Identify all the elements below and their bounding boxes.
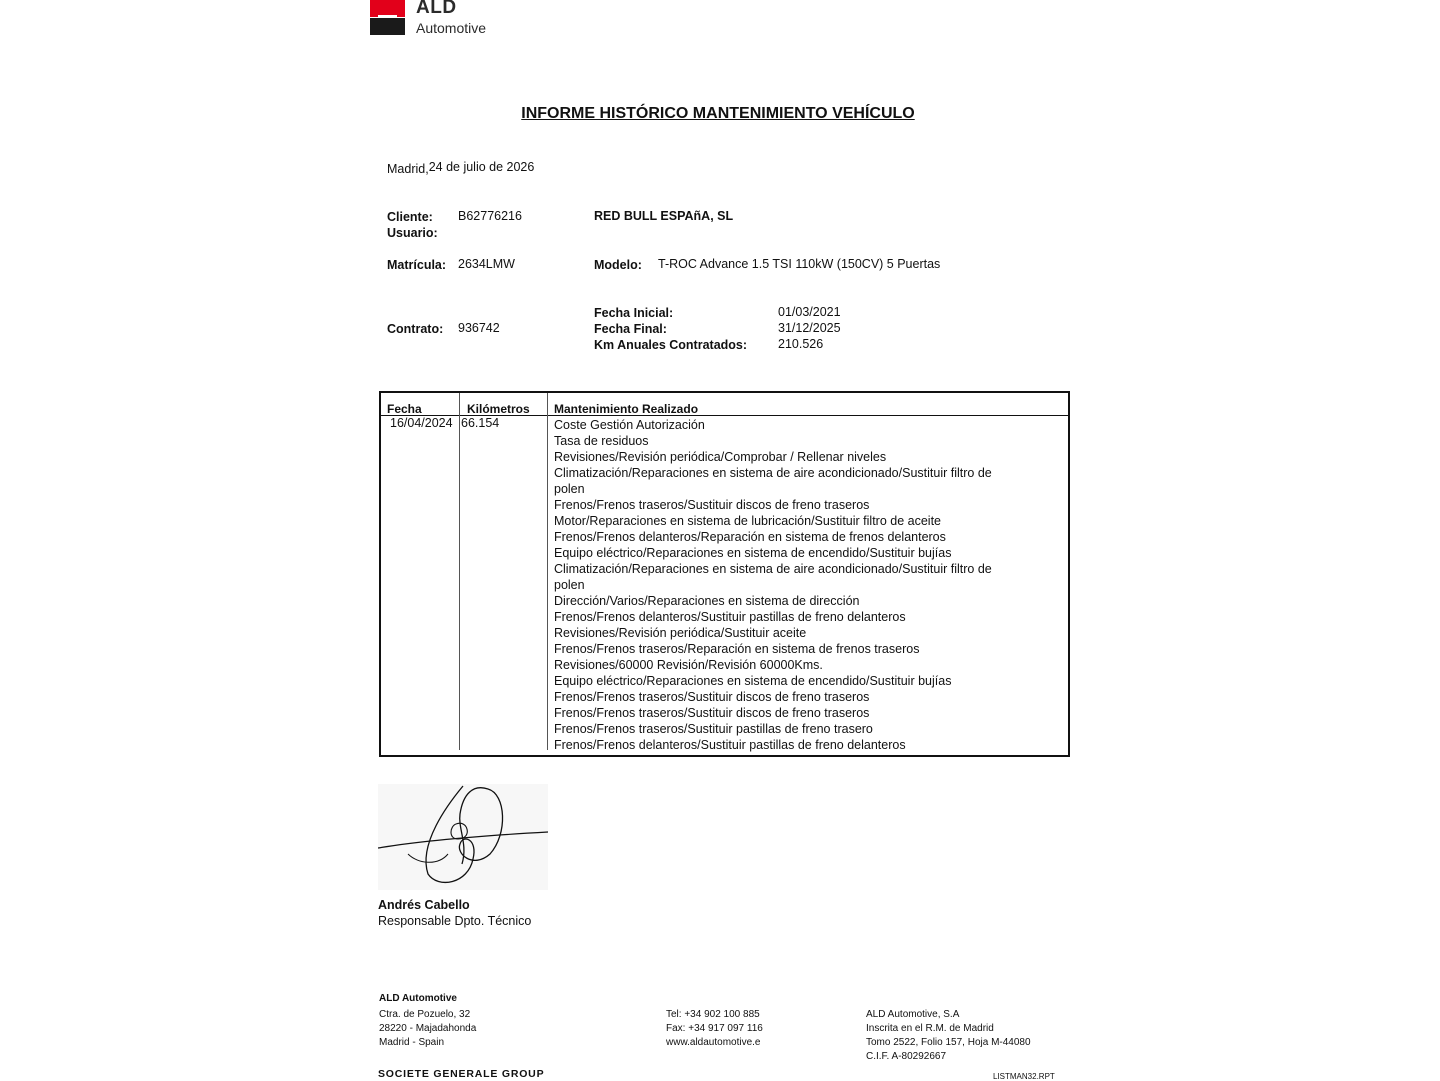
footer-contact xyxy=(666,1008,763,1050)
maintenance-item: Coste Gestión Autorización xyxy=(554,418,705,432)
footer-legal xyxy=(866,1008,1031,1064)
end-date-value: 31/12/2025 xyxy=(778,321,841,335)
footer-website: www.aldautomotive.e xyxy=(666,1037,761,1048)
user-label: Usuario: xyxy=(387,226,438,240)
footer-phone: Tel: +34 902 100 885 xyxy=(666,1009,760,1020)
client-name: RED BULL ESPAñA, SL xyxy=(594,209,734,223)
model-label: Modelo: xyxy=(594,258,642,272)
footer-address-line: Ctra. de Pozuelo, 32 xyxy=(379,1009,471,1020)
client-label: Cliente: xyxy=(387,210,433,224)
footer-fax: Fax: +34 917 097 116 xyxy=(666,1023,763,1034)
header-fecha: Fecha xyxy=(387,402,422,416)
signatory-name: Andrés Cabello xyxy=(378,898,470,912)
table-column-divider xyxy=(547,393,548,750)
row-km: 66.154 xyxy=(461,416,500,430)
maintenance-table xyxy=(379,391,1070,757)
date-line xyxy=(387,162,534,176)
maintenance-item: Dirección/Varios/Reparaciones en sistema de dirección xyxy=(554,594,860,608)
report-title: INFORME HISTÓRICO MANTENIMIENTO VEHÍCULO xyxy=(521,105,915,122)
maintenance-item: Frenos/Frenos traseros/Sustituir discos de freno traseros xyxy=(554,690,870,704)
date-city: Madrid, xyxy=(387,162,429,176)
maintenance-item: Climatización/Reparaciones en sistema de aire acondicionado/Sustituir filtro de xyxy=(554,562,992,576)
footer-address-line: 28220 - Majadahonda xyxy=(379,1023,477,1034)
footer-legal-line: Tomo 2522, Folio 157, Hoja M-44080 xyxy=(866,1037,1031,1048)
maintenance-item: Equipo eléctrico/Reparaciones en sistema de encendido/Sustituir bujías xyxy=(554,546,952,560)
maintenance-item: Frenos/Frenos traseros/Sustituir discos de freno traseros xyxy=(554,498,870,512)
maintenance-item: Revisiones/Revisión periódica/Comprobar / Rellenar niveles xyxy=(554,450,887,464)
footer-address xyxy=(379,1008,476,1050)
logo-brand-sub: Automotive xyxy=(416,20,487,36)
client-id: B62776216 xyxy=(458,209,522,223)
report-code: LISTMAN32.RPT xyxy=(993,1072,1055,1081)
row-fecha: 16/04/2024 xyxy=(390,416,453,430)
header-mantenimiento: Mantenimiento Realizado xyxy=(554,402,699,416)
start-date-value: 01/03/2021 xyxy=(778,305,841,319)
table-column-divider xyxy=(459,393,460,750)
footer-company: ALD Automotive xyxy=(379,993,457,1004)
date-value: 24 de julio de 2026 xyxy=(428,160,535,174)
maintenance-item: Frenos/Frenos delanteros/Sustituir pastillas de freno delanteros xyxy=(554,610,906,624)
maintenance-list xyxy=(554,417,994,753)
maintenance-item: Tasa de residuos xyxy=(554,434,649,448)
maintenance-item: polen xyxy=(554,482,585,496)
footer-legal-line: C.I.F. A-80292667 xyxy=(866,1051,947,1062)
contract-number: 936742 xyxy=(458,321,500,335)
maintenance-item: Equipo eléctrico/Reparaciones en sistema de encendido/Sustituir bujías xyxy=(554,674,952,688)
maintenance-item: Frenos/Frenos traseros/Sustituir discos de freno traseros xyxy=(554,706,870,720)
footer-legal-line: ALD Automotive, S.A xyxy=(866,1009,960,1020)
maintenance-item: Frenos/Frenos delanteros/Reparación en sistema de frenos delanteros xyxy=(554,530,946,544)
maintenance-item: Frenos/Frenos delanteros/Sustituir pastillas de freno delanteros xyxy=(554,738,906,752)
plate-value: 2634LMW xyxy=(458,257,515,271)
maintenance-item: Revisiones/Revisión periódica/Sustituir aceite xyxy=(554,626,807,640)
end-date-label: Fecha Final: xyxy=(594,322,667,336)
maintenance-item: Frenos/Frenos traseros/Reparación en sistema de frenos traseros xyxy=(554,642,920,656)
header-kilometros: Kilómetros xyxy=(467,402,530,416)
maintenance-item: Frenos/Frenos traseros/Sustituir pastillas de freno trasero xyxy=(554,722,873,736)
plate-label: Matrícula: xyxy=(387,258,447,272)
maintenance-item: polen xyxy=(554,578,585,592)
footer-legal-line: Inscrita en el R.M. de Madrid xyxy=(866,1023,994,1034)
footer-group: SOCIETE GENERALE GROUP xyxy=(378,1068,545,1080)
signatory-role: Responsable Dpto. Técnico xyxy=(378,914,532,928)
handwritten-signature xyxy=(378,784,548,890)
model-value: T-ROC Advance 1.5 TSI 110kW (150CV) 5 Puertas xyxy=(658,257,941,271)
maintenance-item: Revisiones/60000 Revisión/Revisión 60000Kms. xyxy=(554,658,823,672)
contract-label: Contrato: xyxy=(387,322,444,336)
annual-km-label: Km Anuales Contratados: xyxy=(594,338,748,352)
maintenance-item: Climatización/Reparaciones en sistema de aire acondicionado/Sustituir filtro de xyxy=(554,466,992,480)
ald-automotive-logo xyxy=(370,0,502,36)
annual-km-value: 210.526 xyxy=(778,337,824,351)
logo-brand-name: ALD xyxy=(416,0,457,18)
logo-mark-icon xyxy=(370,0,405,35)
maintenance-item: Motor/Reparaciones en sistema de lubricación/Sustituir filtro de aceite xyxy=(554,514,941,528)
footer-address-line: Madrid - Spain xyxy=(379,1037,445,1048)
start-date-label: Fecha Inicial: xyxy=(594,306,674,320)
